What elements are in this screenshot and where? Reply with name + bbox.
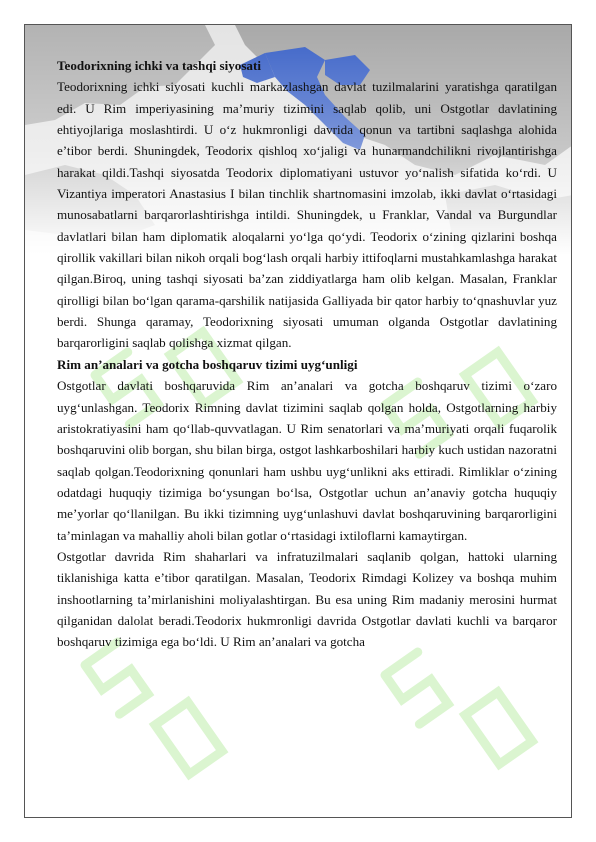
section-heading: Teodorixning ichki va tashqi siyosati xyxy=(57,58,261,73)
paragraph: Teodorixning ichki siyosati kuchli markazlashgan davlat tuzilmalarini yaratishga qaratilgan edi. U Rim imperiyasining ma’muriy tizimini saqlab qolib, uni Ostgotlar davlatining ehtiyojlariga moslashtirdi. U o‘z hukmronligi davrida qonun va tartibni saqlashga alohida e’tibor berdi. Shuningdek, Teodorix qishloq xo‘jaligi va hunarmandchilikni rivojlantirishga harakat qildi.Tashqi siyosatda Teodorix diplomatiyani ustuvor yo‘nalish sifatida ko‘rdi. U Vizantiya imperatori Anastasius I bilan tinchlik shartnomasini imzolab, ikki davlat o‘rtasidagi munosabatlarni barqarorlashtirishga intildi. Shuningdek, u Franklar, Vandal va Burgundlar davlatlari bilan ham diplomatik aloqalarni yo‘lga qo‘ydi. Teodorix o‘zining qizlarini boshqa qirollik vakillari bilan nikoh orqali bog‘lash orqali harbiy ittifoqlarni mustahkamlashga harakat qilgan.Biroq, uning tashqi siyosati ba’zan ziddiyatlarga ham olib kelgan. Masalan, Franklar qirolligi bilan bo‘lgan qarama-qarshilik natijasida Galliyada bir qator harbiy to‘qnashuvlar yuz berdi. Shunga qaramay, Teodorixning siyosati umuman olganda Ostgotlar davlatining barqarorligini saqlab qolishga xizmat qilgan. xyxy=(57,79,557,351)
section-heading: Rim an’analari va gotcha boshqaruv tizimi uyg‘unligi xyxy=(57,356,358,372)
page xyxy=(24,24,572,818)
document-body xyxy=(57,55,557,653)
paragraph: Ostgotlar davlati boshqaruvida Rim an’analari va gotcha boshqaruv tizimi o‘zaro uyg‘unlashgan. Teodorix Rimning davlat tizimini saqlab qolgan holda, Ostgotlarning harbiy aristokratiyasini ham qo‘llab-quvvatlagan. U Rim senatorlari va ma’muriyati orqali fuqarolik boshqaruvini olib borgan, shu bilan birga, ostgot lashkarboshilari harbiy kuch ustidan nazoratni saqlab qolgan.Teodorixning qonunlari ham ushbu uyg‘unlikni aks ettiradi. Rimliklar o‘zining odatdagi huquqiy tizimiga bo‘ysungan bo‘lsa, Ostgotlar uchun an’anaviy gotcha huquqiy me’yorlar qo‘llanilgan. Bu ikki tizimning uyg‘unlashuvi davlat boshqaruvining barqarorligini ta’minlagan va mahalliy aholi bilan gotlar o‘rtasidagi ixtiloflarni kamaytirgan. xyxy=(57,378,557,543)
paragraph: Ostgotlar davrida Rim shaharlari va infratuzilmalari saqlanib qolgan, hattoki ularning tiklanishiga katta e’tibor qaratilgan. Masalan, Teodorix Rimdagi Kolizey va boshqa muhim inshootlarning ta’mirlanishini moliyalashtirgan. Bu esa uning Rim madaniy merosini hurmat qilganidan dalolat beradi.Teodorix hukmronligi davrida Ostgotlar davlati kuchli va barqaror boshqaruv tizimiga ega bo‘ldi. U Rim an’analari va gotcha xyxy=(57,548,557,650)
